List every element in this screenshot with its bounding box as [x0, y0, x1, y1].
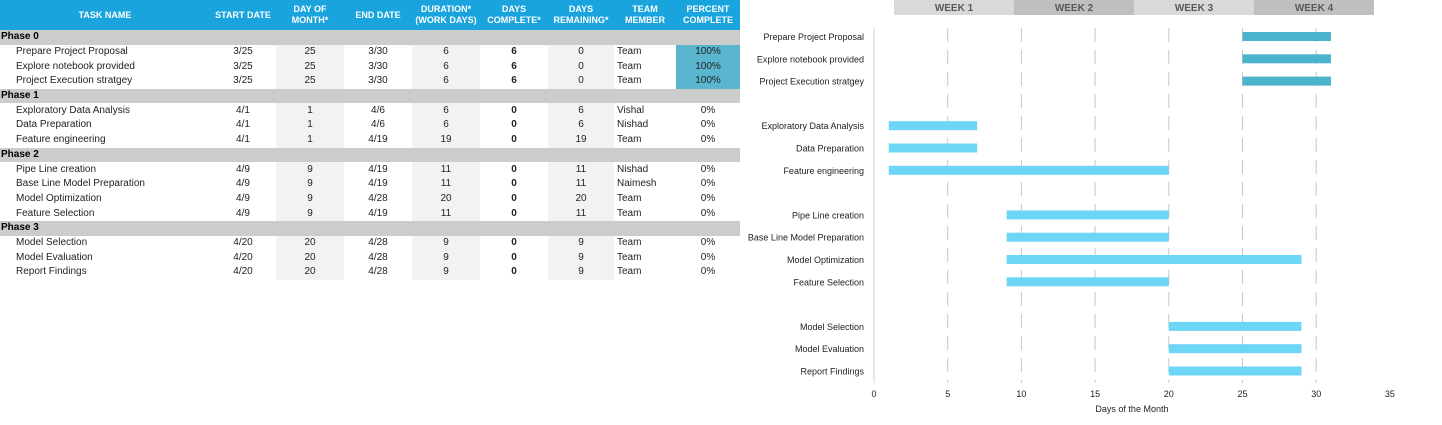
percent-complete-cell[interactable]: 100% [676, 59, 740, 74]
phase-label[interactable]: Phase 1 [0, 89, 740, 104]
start-date-cell[interactable]: 4/1 [236, 134, 250, 146]
category-label: Data Preparation [795, 143, 864, 154]
start-date-cell[interactable]: 4/20 [233, 251, 253, 263]
end-date-cell[interactable]: 4/19 [368, 134, 388, 146]
category-label: Explore notebook provided [756, 54, 864, 65]
duration-cell[interactable]: 11 [412, 162, 480, 177]
day-of-month-cell[interactable]: 1 [276, 118, 344, 133]
category-label: Model Evaluation [794, 344, 864, 355]
days-remaining-cell[interactable]: 9 [548, 236, 614, 251]
x-tick-label: 35 [1384, 389, 1395, 399]
table-row [0, 162, 740, 177]
percent-complete-cell[interactable]: 0% [700, 163, 716, 175]
table-row [0, 177, 740, 192]
table-row [0, 74, 740, 89]
duration-cell[interactable]: 9 [412, 265, 480, 280]
table-row [0, 206, 740, 221]
percent-complete-cell[interactable]: 0% [700, 236, 716, 248]
duration-cell[interactable]: 19 [412, 133, 480, 148]
duration-cell[interactable]: 11 [412, 206, 480, 221]
duration-cell[interactable]: 6 [412, 45, 480, 60]
day-of-month-cell[interactable]: 1 [276, 133, 344, 148]
days-complete-cell[interactable]: 0 [511, 104, 517, 116]
start-date-cell[interactable]: 4/9 [236, 192, 250, 204]
team-member-cell[interactable]: Naimesh [617, 178, 657, 190]
team-member-cell[interactable]: Team [617, 192, 642, 204]
percent-complete-cell[interactable]: 0% [700, 134, 716, 146]
phase-row [0, 89, 740, 104]
team-member-cell[interactable]: Team [617, 266, 642, 278]
table-row [0, 133, 740, 148]
task-table [0, 0, 740, 280]
days-remaining-cell[interactable]: 6 [548, 118, 614, 133]
x-axis-title: Days of the Month [1095, 404, 1169, 414]
percent-complete-cell[interactable]: 0% [700, 178, 716, 190]
task-name-cell[interactable]: Prepare Project Proposal [16, 46, 128, 58]
phase-label[interactable]: Phase 3 [0, 221, 740, 236]
days-remaining-cell[interactable]: 11 [548, 177, 614, 192]
days-remaining-cell[interactable]: 11 [548, 162, 614, 177]
x-tick-label: 20 [1163, 389, 1174, 399]
gantt-bar[interactable] [889, 166, 1169, 175]
task-name-cell[interactable]: Explore notebook provided [16, 60, 135, 72]
start-date-cell[interactable]: 3/25 [233, 60, 253, 72]
team-member-cell[interactable]: Vishal [617, 104, 645, 116]
days-complete-cell[interactable]: 0 [511, 251, 517, 263]
table-row [0, 45, 740, 60]
table-row [0, 118, 740, 133]
duration-cell[interactable]: 6 [412, 74, 480, 89]
days-complete-cell[interactable]: 0 [511, 192, 517, 204]
gantt-bar[interactable] [1007, 255, 1302, 264]
percent-complete-cell[interactable]: 0% [700, 266, 716, 278]
col-header-end-date[interactable]: END DATE [344, 0, 412, 30]
days-remaining-cell[interactable]: 6 [548, 103, 614, 118]
duration-cell[interactable]: 20 [412, 192, 480, 207]
start-date-cell[interactable]: 4/20 [233, 236, 253, 248]
end-date-cell[interactable]: 3/30 [368, 60, 388, 72]
end-date-cell[interactable]: 3/30 [368, 75, 388, 87]
week-header-label: WEEK 3 [1174, 3, 1214, 14]
days-complete-cell[interactable]: 0 [511, 134, 517, 146]
day-of-month-cell[interactable]: 20 [276, 265, 344, 280]
team-member-cell[interactable]: Team [617, 251, 642, 263]
end-date-cell[interactable]: 4/19 [368, 178, 388, 190]
percent-complete-cell[interactable]: 100% [676, 45, 740, 60]
x-tick-label: 30 [1311, 389, 1322, 399]
gantt-bar[interactable] [1243, 54, 1331, 63]
start-date-cell[interactable]: 3/25 [233, 46, 253, 58]
days-complete-cell[interactable]: 6 [511, 46, 517, 58]
col-header-start-date[interactable]: START DATE [210, 0, 276, 30]
days-remaining-cell[interactable]: 19 [548, 133, 614, 148]
task-name-cell[interactable]: Model Selection [16, 236, 88, 248]
day-of-month-cell[interactable]: 20 [276, 250, 344, 265]
team-member-cell[interactable]: Team [617, 75, 642, 87]
end-date-cell[interactable]: 4/6 [371, 119, 385, 131]
gantt-bar[interactable] [1169, 367, 1302, 376]
day-of-month-cell[interactable]: 20 [276, 236, 344, 251]
category-label: Report Findings [800, 366, 864, 377]
table-row [0, 59, 740, 74]
category-label: Feature engineering [783, 165, 864, 176]
task-sheet [0, 0, 740, 280]
gantt-chart [740, 0, 1442, 420]
week-header-label: WEEK 4 [1294, 3, 1334, 14]
x-tick-label: 0 [871, 389, 877, 399]
task-name-cell[interactable]: Report Findings [16, 266, 87, 278]
phase-row [0, 148, 740, 163]
days-complete-cell[interactable]: 0 [511, 163, 517, 175]
col-header-days-remaining[interactable]: DAYS REMAINING* [548, 0, 614, 30]
gantt-bar[interactable] [1007, 210, 1169, 219]
days-remaining-cell[interactable]: 0 [548, 45, 614, 60]
day-of-month-cell[interactable]: 25 [276, 59, 344, 74]
days-remaining-cell[interactable]: 0 [548, 59, 614, 74]
end-date-cell[interactable]: 4/28 [368, 192, 388, 204]
task-name-cell[interactable]: Data Preparation [16, 119, 92, 131]
category-label: Project Execution stratgey [759, 76, 864, 87]
x-tick-label: 5 [945, 389, 951, 399]
task-name-cell[interactable]: Base Line Model Preparation [16, 178, 145, 190]
gantt-bar[interactable] [1007, 233, 1169, 242]
gantt-svg [740, 0, 1442, 420]
task-name-cell[interactable]: Exploratory Data Analysis [16, 104, 130, 116]
day-of-month-cell[interactable]: 9 [276, 177, 344, 192]
days-complete-cell[interactable]: 0 [511, 207, 517, 219]
phase-label[interactable]: Phase 0 [0, 30, 740, 45]
table-row [0, 250, 740, 265]
percent-complete-cell[interactable]: 0% [700, 119, 716, 131]
days-complete-cell[interactable]: 0 [511, 236, 517, 248]
table-row [0, 265, 740, 280]
start-date-cell[interactable]: 4/9 [236, 178, 250, 190]
percent-complete-cell[interactable]: 0% [700, 251, 716, 263]
team-member-cell[interactable]: Team [617, 60, 642, 72]
days-complete-cell[interactable]: 6 [511, 75, 517, 87]
task-name-cell[interactable]: Feature Selection [16, 207, 95, 219]
table-row [0, 236, 740, 251]
percent-complete-cell[interactable]: 0% [700, 192, 716, 204]
end-date-cell[interactable]: 4/28 [368, 251, 388, 263]
task-name-cell[interactable]: Feature engineering [16, 134, 106, 146]
end-date-cell[interactable]: 3/30 [368, 46, 388, 58]
start-date-cell[interactable]: 3/25 [233, 75, 253, 87]
task-name-cell[interactable]: Pipe Line creation [16, 163, 97, 175]
percent-complete-cell[interactable]: 0% [700, 207, 716, 219]
col-header-task-name[interactable]: TASK NAME [0, 0, 210, 30]
day-of-month-cell[interactable]: 9 [276, 162, 344, 177]
duration-cell[interactable]: 6 [412, 118, 480, 133]
day-of-month-cell[interactable]: 1 [276, 103, 344, 118]
team-member-cell[interactable]: Nishad [617, 163, 649, 175]
team-member-cell[interactable]: Team [617, 134, 642, 146]
col-header-percent-complete[interactable]: PERCENT COMPLETE [676, 0, 740, 30]
end-date-cell[interactable]: 4/19 [368, 163, 388, 175]
gantt-bar[interactable] [1169, 322, 1302, 331]
days-complete-cell[interactable]: 0 [511, 178, 517, 190]
gantt-bar[interactable] [1243, 32, 1331, 41]
team-member-cell[interactable]: Nishad [617, 119, 649, 131]
col-header-day-of-month[interactable]: DAY OF MONTH* [276, 0, 344, 30]
col-header-team-member[interactable]: TEAM MEMBER [614, 0, 676, 30]
start-date-cell[interactable]: 4/9 [236, 163, 250, 175]
start-date-cell[interactable]: 4/1 [236, 119, 250, 131]
duration-cell[interactable]: 9 [412, 236, 480, 251]
gantt-bar[interactable] [1007, 277, 1169, 286]
week-header-label: WEEK 1 [934, 3, 974, 14]
duration-cell[interactable]: 6 [412, 103, 480, 118]
week-header-label: WEEK 2 [1054, 3, 1094, 14]
percent-complete-cell[interactable]: 0% [700, 104, 716, 116]
x-tick-label: 15 [1090, 389, 1101, 399]
percent-complete-cell[interactable]: 100% [676, 74, 740, 89]
day-of-month-cell[interactable]: 25 [276, 45, 344, 60]
category-label: Pipe Line creation [791, 210, 864, 221]
team-member-cell[interactable]: Team [617, 46, 642, 58]
days-complete-cell[interactable]: 0 [511, 119, 517, 131]
phase-row [0, 221, 740, 236]
gantt-bar[interactable] [889, 121, 977, 130]
end-date-cell[interactable]: 4/6 [371, 104, 385, 116]
task-name-cell[interactable]: Project Execution stratgey [16, 75, 133, 87]
day-of-month-cell[interactable]: 9 [276, 206, 344, 221]
gantt-bar[interactable] [889, 144, 977, 153]
days-remaining-cell[interactable]: 0 [548, 74, 614, 89]
task-name-cell[interactable]: Model Evaluation [16, 251, 93, 263]
end-date-cell[interactable]: 4/19 [368, 207, 388, 219]
gantt-bar[interactable] [1243, 77, 1331, 86]
end-date-cell[interactable]: 4/28 [368, 236, 388, 248]
start-date-cell[interactable]: 4/1 [236, 104, 250, 116]
days-remaining-cell[interactable]: 9 [548, 250, 614, 265]
category-label: Feature Selection [793, 277, 864, 288]
task-body [0, 30, 740, 280]
start-date-cell[interactable]: 4/20 [233, 266, 253, 278]
phase-row [0, 30, 740, 45]
gantt-bar[interactable] [1169, 344, 1302, 353]
day-of-month-cell[interactable]: 9 [276, 192, 344, 207]
days-remaining-cell[interactable]: 11 [548, 206, 614, 221]
category-label: Exploratory Data Analysis [761, 121, 864, 132]
days-remaining-cell[interactable]: 20 [548, 192, 614, 207]
team-member-cell[interactable]: Team [617, 207, 642, 219]
duration-cell[interactable]: 9 [412, 250, 480, 265]
days-complete-cell[interactable]: 6 [511, 60, 517, 72]
start-date-cell[interactable]: 4/9 [236, 207, 250, 219]
days-complete-cell[interactable]: 0 [511, 266, 517, 278]
category-label: Model Optimization [786, 255, 864, 265]
duration-cell[interactable]: 6 [412, 59, 480, 74]
header-row [0, 0, 740, 30]
duration-cell[interactable]: 11 [412, 177, 480, 192]
x-tick-label: 25 [1237, 389, 1248, 399]
category-label: Base Line Model Preparation [747, 232, 864, 243]
phase-label[interactable]: Phase 2 [0, 148, 740, 163]
x-tick-label: 10 [1016, 389, 1027, 399]
task-name-cell[interactable]: Model Optimization [16, 192, 102, 204]
end-date-cell[interactable]: 4/28 [368, 266, 388, 278]
day-of-month-cell[interactable]: 25 [276, 74, 344, 89]
col-header-days-complete[interactable]: DAYS COMPLETE* [480, 0, 548, 30]
category-label: Model Selection [799, 321, 864, 332]
col-header-duration[interactable]: DURATION* (WORK DAYS) [412, 0, 480, 30]
team-member-cell[interactable]: Team [617, 236, 642, 248]
table-row [0, 103, 740, 118]
table-row [0, 192, 740, 207]
category-label: Prepare Project Proposal [763, 32, 864, 42]
days-remaining-cell[interactable]: 9 [548, 265, 614, 280]
